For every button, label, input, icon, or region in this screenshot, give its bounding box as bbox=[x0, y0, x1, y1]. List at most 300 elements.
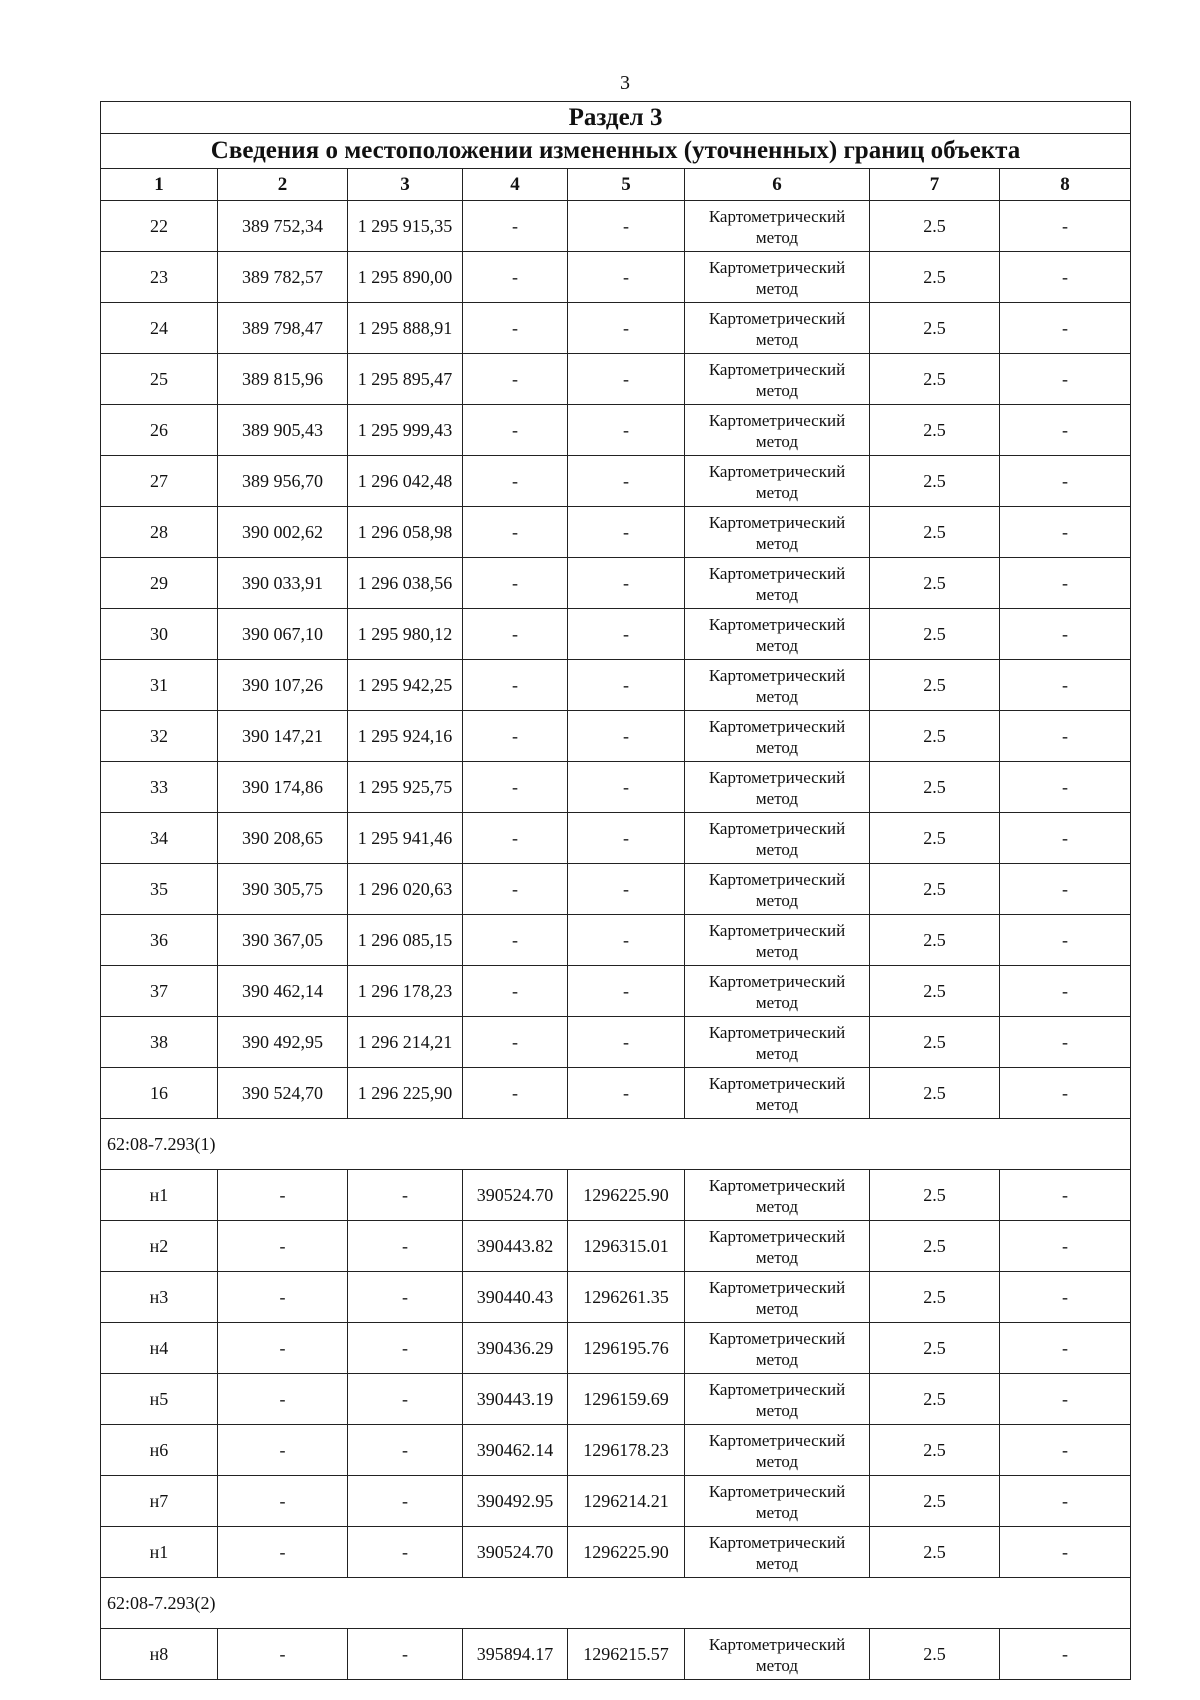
y-new-cell: - bbox=[568, 252, 685, 303]
description-cell: - bbox=[1000, 1476, 1131, 1527]
y-old-cell: 1 295 999,43 bbox=[348, 405, 463, 456]
x-old-cell: 390 462,14 bbox=[218, 966, 348, 1017]
y-old-cell: 1 295 915,35 bbox=[348, 201, 463, 252]
method-line-2: метод bbox=[755, 278, 799, 298]
point-number-cell: 31 bbox=[101, 660, 218, 711]
x-old-cell: - bbox=[218, 1221, 348, 1272]
point-number-cell: н3 bbox=[101, 1272, 218, 1323]
y-old-cell: - bbox=[348, 1221, 463, 1272]
x-old-cell: - bbox=[218, 1323, 348, 1374]
x-old-cell: 390 305,75 bbox=[218, 864, 348, 915]
x-old-cell: 390 002,62 bbox=[218, 507, 348, 558]
y-new-cell: - bbox=[568, 354, 685, 405]
table-row bbox=[101, 1017, 1131, 1068]
method-cell bbox=[685, 609, 870, 660]
x-new-cell: - bbox=[463, 456, 568, 507]
y-old-cell: 1 295 890,00 bbox=[348, 252, 463, 303]
boundary-table bbox=[100, 101, 1131, 1680]
table-row bbox=[101, 201, 1131, 252]
y-old-cell: 1 296 085,15 bbox=[348, 915, 463, 966]
point-number-cell: 22 bbox=[101, 201, 218, 252]
table-row bbox=[101, 1476, 1131, 1527]
method-line-2: метод bbox=[755, 1349, 799, 1369]
description-cell: - bbox=[1000, 966, 1131, 1017]
x-old-cell: 390 107,26 bbox=[218, 660, 348, 711]
method-cell bbox=[685, 1017, 870, 1068]
x-old-cell: 390 367,05 bbox=[218, 915, 348, 966]
method-line-1: Картометрический bbox=[708, 1430, 846, 1450]
y-old-cell: 1 295 895,47 bbox=[348, 354, 463, 405]
y-old-cell: - bbox=[348, 1272, 463, 1323]
accuracy-cell: 2.5 bbox=[870, 1323, 1000, 1374]
y-new-cell: 1296214.21 bbox=[568, 1476, 685, 1527]
x-new-cell: - bbox=[463, 507, 568, 558]
method-line-1: Картометрический bbox=[708, 1532, 846, 1552]
x-new-cell: 390443.19 bbox=[463, 1374, 568, 1425]
column-header: 3 bbox=[348, 169, 463, 201]
method-line-2: метод bbox=[755, 329, 799, 349]
point-number-cell: 24 bbox=[101, 303, 218, 354]
x-new-cell: 395894.17 bbox=[463, 1629, 568, 1680]
method-cell bbox=[685, 405, 870, 456]
method-line-1: Картометрический bbox=[708, 1226, 846, 1246]
point-number-cell: 30 bbox=[101, 609, 218, 660]
y-new-cell: - bbox=[568, 558, 685, 609]
accuracy-cell: 2.5 bbox=[870, 1272, 1000, 1323]
column-header: 2 bbox=[218, 169, 348, 201]
method-line-1: Картометрический bbox=[708, 1379, 846, 1399]
method-line-2: метод bbox=[755, 686, 799, 706]
method-cell bbox=[685, 354, 870, 405]
method-line-2: метод bbox=[755, 1298, 799, 1318]
table-row bbox=[101, 1425, 1131, 1476]
point-number-cell: н7 bbox=[101, 1476, 218, 1527]
method-line-2: метод bbox=[755, 1553, 799, 1573]
method-line-1: Картометрический bbox=[708, 920, 846, 940]
x-old-cell: 390 174,86 bbox=[218, 762, 348, 813]
y-new-cell: - bbox=[568, 303, 685, 354]
x-old-cell: 389 815,96 bbox=[218, 354, 348, 405]
x-new-cell: - bbox=[463, 711, 568, 762]
method-line-2: метод bbox=[755, 1451, 799, 1471]
x-new-cell: 390462.14 bbox=[463, 1425, 568, 1476]
accuracy-cell: 2.5 bbox=[870, 1527, 1000, 1578]
x-old-cell: - bbox=[218, 1170, 348, 1221]
y-new-cell: 1296225.90 bbox=[568, 1527, 685, 1578]
method-cell bbox=[685, 762, 870, 813]
method-line-1: Картометрический bbox=[708, 1175, 846, 1195]
method-cell bbox=[685, 711, 870, 762]
y-old-cell: 1 295 888,91 bbox=[348, 303, 463, 354]
method-line-2: метод bbox=[755, 431, 799, 451]
y-new-cell: 1296225.90 bbox=[568, 1170, 685, 1221]
y-new-cell: - bbox=[568, 711, 685, 762]
accuracy-cell: 2.5 bbox=[870, 660, 1000, 711]
x-old-cell: - bbox=[218, 1527, 348, 1578]
description-cell: - bbox=[1000, 660, 1131, 711]
description-cell: - bbox=[1000, 915, 1131, 966]
method-cell bbox=[685, 1221, 870, 1272]
table-row bbox=[101, 1374, 1131, 1425]
y-old-cell: - bbox=[348, 1170, 463, 1221]
y-old-cell: 1 296 020,63 bbox=[348, 864, 463, 915]
y-new-cell: 1296215.57 bbox=[568, 1629, 685, 1680]
y-old-cell: 1 295 941,46 bbox=[348, 813, 463, 864]
method-cell bbox=[685, 915, 870, 966]
description-cell: - bbox=[1000, 711, 1131, 762]
method-line-2: метод bbox=[755, 788, 799, 808]
accuracy-cell: 2.5 bbox=[870, 252, 1000, 303]
table-row bbox=[101, 1527, 1131, 1578]
method-cell bbox=[685, 660, 870, 711]
method-cell bbox=[685, 813, 870, 864]
y-old-cell: - bbox=[348, 1527, 463, 1578]
table-row bbox=[101, 609, 1131, 660]
column-header: 6 bbox=[685, 169, 870, 201]
y-old-cell: - bbox=[348, 1476, 463, 1527]
x-old-cell: 390 208,65 bbox=[218, 813, 348, 864]
method-cell bbox=[685, 303, 870, 354]
x-old-cell: 389 798,47 bbox=[218, 303, 348, 354]
y-new-cell: 1296261.35 bbox=[568, 1272, 685, 1323]
point-number-cell: 38 bbox=[101, 1017, 218, 1068]
y-new-cell: 1296159.69 bbox=[568, 1374, 685, 1425]
point-number-cell: 29 bbox=[101, 558, 218, 609]
method-cell bbox=[685, 201, 870, 252]
method-line-1: Картометрический bbox=[708, 1634, 846, 1654]
group-row bbox=[101, 1119, 1131, 1170]
table-row bbox=[101, 558, 1131, 609]
method-line-1: Картометрический bbox=[708, 869, 846, 889]
page-number: 3 bbox=[620, 72, 630, 94]
x-new-cell: 390440.43 bbox=[463, 1272, 568, 1323]
accuracy-cell: 2.5 bbox=[870, 711, 1000, 762]
y-new-cell: - bbox=[568, 507, 685, 558]
description-cell: - bbox=[1000, 1323, 1131, 1374]
accuracy-cell: 2.5 bbox=[870, 558, 1000, 609]
y-old-cell: 1 295 942,25 bbox=[348, 660, 463, 711]
x-new-cell: - bbox=[463, 558, 568, 609]
method-line-1: Картометрический bbox=[708, 971, 846, 991]
table-row bbox=[101, 354, 1131, 405]
x-old-cell: 390 067,10 bbox=[218, 609, 348, 660]
method-cell bbox=[685, 252, 870, 303]
table-row bbox=[101, 864, 1131, 915]
x-new-cell: - bbox=[463, 252, 568, 303]
accuracy-cell: 2.5 bbox=[870, 456, 1000, 507]
column-header: 4 bbox=[463, 169, 568, 201]
method-line-1: Картометрический bbox=[708, 614, 846, 634]
accuracy-cell: 2.5 bbox=[870, 1017, 1000, 1068]
y-new-cell: 1296315.01 bbox=[568, 1221, 685, 1272]
y-new-cell: 1296178.23 bbox=[568, 1425, 685, 1476]
method-line-1: Картометрический bbox=[708, 512, 846, 532]
method-line-1: Картометрический bbox=[708, 818, 846, 838]
x-new-cell: - bbox=[463, 660, 568, 711]
method-line-2: метод bbox=[755, 1247, 799, 1267]
x-old-cell: - bbox=[218, 1272, 348, 1323]
accuracy-cell: 2.5 bbox=[870, 1068, 1000, 1119]
accuracy-cell: 2.5 bbox=[870, 966, 1000, 1017]
description-cell: - bbox=[1000, 201, 1131, 252]
method-cell bbox=[685, 1068, 870, 1119]
table-row bbox=[101, 1170, 1131, 1221]
x-old-cell: 390 033,91 bbox=[218, 558, 348, 609]
y-new-cell: - bbox=[568, 915, 685, 966]
method-line-1: Картометрический bbox=[708, 563, 846, 583]
y-new-cell: - bbox=[568, 660, 685, 711]
method-line-2: метод bbox=[755, 482, 799, 502]
method-line-2: метод bbox=[755, 992, 799, 1012]
description-cell: - bbox=[1000, 1527, 1131, 1578]
point-number-cell: 26 bbox=[101, 405, 218, 456]
table-row bbox=[101, 966, 1131, 1017]
method-line-2: метод bbox=[755, 1196, 799, 1216]
column-header-row bbox=[101, 169, 1131, 201]
point-number-cell: н1 bbox=[101, 1527, 218, 1578]
method-cell bbox=[685, 1374, 870, 1425]
point-number-cell: 34 bbox=[101, 813, 218, 864]
x-new-cell: - bbox=[463, 1068, 568, 1119]
x-new-cell: - bbox=[463, 915, 568, 966]
y-old-cell: - bbox=[348, 1425, 463, 1476]
point-number-cell: н4 bbox=[101, 1323, 218, 1374]
method-line-1: Картометрический bbox=[708, 1481, 846, 1501]
description-cell: - bbox=[1000, 405, 1131, 456]
method-line-1: Картометрический bbox=[708, 665, 846, 685]
point-number-cell: н1 bbox=[101, 1170, 218, 1221]
column-header: 5 bbox=[568, 169, 685, 201]
description-cell: - bbox=[1000, 1374, 1131, 1425]
description-cell: - bbox=[1000, 354, 1131, 405]
point-number-cell: н2 bbox=[101, 1221, 218, 1272]
method-cell bbox=[685, 1170, 870, 1221]
x-old-cell: 389 905,43 bbox=[218, 405, 348, 456]
method-cell bbox=[685, 1425, 870, 1476]
y-old-cell: 1 296 225,90 bbox=[348, 1068, 463, 1119]
method-line-1: Картометрический bbox=[708, 1073, 846, 1093]
point-number-cell: н8 bbox=[101, 1629, 218, 1680]
y-new-cell: 1296195.76 bbox=[568, 1323, 685, 1374]
point-number-cell: 37 bbox=[101, 966, 218, 1017]
table-row bbox=[101, 813, 1131, 864]
group-label: 62:08-7.293(2) bbox=[101, 1578, 1131, 1629]
description-cell: - bbox=[1000, 1170, 1131, 1221]
method-line-1: Картометрический bbox=[708, 206, 846, 226]
x-new-cell: - bbox=[463, 966, 568, 1017]
point-number-cell: 16 bbox=[101, 1068, 218, 1119]
section-title: Раздел 3 bbox=[101, 102, 1131, 134]
accuracy-cell: 2.5 bbox=[870, 507, 1000, 558]
method-cell bbox=[685, 1527, 870, 1578]
method-line-1: Картометрический bbox=[708, 767, 846, 787]
point-number-cell: 27 bbox=[101, 456, 218, 507]
method-line-2: метод bbox=[755, 380, 799, 400]
method-line-1: Картометрический bbox=[708, 359, 846, 379]
point-number-cell: н6 bbox=[101, 1425, 218, 1476]
table-row bbox=[101, 1629, 1131, 1680]
description-cell: - bbox=[1000, 1068, 1131, 1119]
method-cell bbox=[685, 1323, 870, 1374]
accuracy-cell: 2.5 bbox=[870, 1170, 1000, 1221]
table-row bbox=[101, 711, 1131, 762]
table-row bbox=[101, 915, 1131, 966]
point-number-cell: 32 bbox=[101, 711, 218, 762]
method-line-2: метод bbox=[755, 584, 799, 604]
y-old-cell: 1 295 980,12 bbox=[348, 609, 463, 660]
section-title-row bbox=[101, 102, 1131, 134]
description-cell: - bbox=[1000, 1017, 1131, 1068]
x-new-cell: - bbox=[463, 813, 568, 864]
description-cell: - bbox=[1000, 456, 1131, 507]
y-old-cell: 1 296 214,21 bbox=[348, 1017, 463, 1068]
description-cell: - bbox=[1000, 1629, 1131, 1680]
accuracy-cell: 2.5 bbox=[870, 762, 1000, 813]
y-new-cell: - bbox=[568, 966, 685, 1017]
accuracy-cell: 2.5 bbox=[870, 609, 1000, 660]
description-cell: - bbox=[1000, 864, 1131, 915]
table-row bbox=[101, 762, 1131, 813]
y-new-cell: - bbox=[568, 813, 685, 864]
accuracy-cell: 2.5 bbox=[870, 405, 1000, 456]
x-old-cell: 389 956,70 bbox=[218, 456, 348, 507]
y-new-cell: - bbox=[568, 201, 685, 252]
x-new-cell: 390443.82 bbox=[463, 1221, 568, 1272]
point-number-cell: 28 bbox=[101, 507, 218, 558]
accuracy-cell: 2.5 bbox=[870, 864, 1000, 915]
x-old-cell: 389 782,57 bbox=[218, 252, 348, 303]
accuracy-cell: 2.5 bbox=[870, 1476, 1000, 1527]
method-line-1: Картометрический bbox=[708, 410, 846, 430]
accuracy-cell: 2.5 bbox=[870, 1425, 1000, 1476]
x-new-cell: - bbox=[463, 405, 568, 456]
x-new-cell: - bbox=[463, 1017, 568, 1068]
table-row bbox=[101, 507, 1131, 558]
y-old-cell: 1 295 924,16 bbox=[348, 711, 463, 762]
method-line-2: метод bbox=[755, 1655, 799, 1675]
x-new-cell: - bbox=[463, 354, 568, 405]
description-cell: - bbox=[1000, 252, 1131, 303]
x-new-cell: 390524.70 bbox=[463, 1170, 568, 1221]
x-old-cell: 390 524,70 bbox=[218, 1068, 348, 1119]
description-cell: - bbox=[1000, 1221, 1131, 1272]
accuracy-cell: 2.5 bbox=[870, 915, 1000, 966]
method-cell bbox=[685, 966, 870, 1017]
method-line-2: метод bbox=[755, 1400, 799, 1420]
y-new-cell: - bbox=[568, 609, 685, 660]
x-old-cell: - bbox=[218, 1425, 348, 1476]
method-line-2: метод bbox=[755, 533, 799, 553]
table-row bbox=[101, 1323, 1131, 1374]
method-line-1: Картометрический bbox=[708, 1022, 846, 1042]
description-cell: - bbox=[1000, 813, 1131, 864]
point-number-cell: н5 bbox=[101, 1374, 218, 1425]
description-cell: - bbox=[1000, 762, 1131, 813]
x-old-cell: 389 752,34 bbox=[218, 201, 348, 252]
y-new-cell: - bbox=[568, 1017, 685, 1068]
x-new-cell: - bbox=[463, 303, 568, 354]
y-old-cell: - bbox=[348, 1629, 463, 1680]
method-line-1: Картометрический bbox=[708, 257, 846, 277]
accuracy-cell: 2.5 bbox=[870, 1374, 1000, 1425]
accuracy-cell: 2.5 bbox=[870, 303, 1000, 354]
table-row bbox=[101, 1068, 1131, 1119]
point-number-cell: 35 bbox=[101, 864, 218, 915]
method-line-2: метод bbox=[755, 1043, 799, 1063]
x-new-cell: 390492.95 bbox=[463, 1476, 568, 1527]
method-line-1: Картометрический bbox=[708, 461, 846, 481]
method-cell bbox=[685, 864, 870, 915]
accuracy-cell: 2.5 bbox=[870, 1629, 1000, 1680]
y-old-cell: 1 296 058,98 bbox=[348, 507, 463, 558]
method-line-1: Картометрический bbox=[708, 1328, 846, 1348]
x-new-cell: - bbox=[463, 762, 568, 813]
x-new-cell: - bbox=[463, 609, 568, 660]
x-new-cell: - bbox=[463, 864, 568, 915]
point-number-cell: 23 bbox=[101, 252, 218, 303]
method-line-2: метод bbox=[755, 737, 799, 757]
y-old-cell: 1 296 042,48 bbox=[348, 456, 463, 507]
column-header: 7 bbox=[870, 169, 1000, 201]
y-new-cell: - bbox=[568, 456, 685, 507]
method-line-2: метод bbox=[755, 1502, 799, 1522]
x-old-cell: - bbox=[218, 1629, 348, 1680]
y-new-cell: - bbox=[568, 864, 685, 915]
x-old-cell: - bbox=[218, 1374, 348, 1425]
y-old-cell: 1 295 925,75 bbox=[348, 762, 463, 813]
point-number-cell: 36 bbox=[101, 915, 218, 966]
method-cell bbox=[685, 558, 870, 609]
method-line-2: метод bbox=[755, 227, 799, 247]
y-new-cell: - bbox=[568, 762, 685, 813]
accuracy-cell: 2.5 bbox=[870, 813, 1000, 864]
description-cell: - bbox=[1000, 558, 1131, 609]
description-cell: - bbox=[1000, 609, 1131, 660]
method-line-2: метод bbox=[755, 1094, 799, 1114]
group-label: 62:08-7.293(1) bbox=[101, 1119, 1131, 1170]
table-row bbox=[101, 1221, 1131, 1272]
x-new-cell: - bbox=[463, 201, 568, 252]
accuracy-cell: 2.5 bbox=[870, 201, 1000, 252]
description-cell: - bbox=[1000, 303, 1131, 354]
x-old-cell: 390 492,95 bbox=[218, 1017, 348, 1068]
method-line-2: метод bbox=[755, 941, 799, 961]
method-line-2: метод bbox=[755, 635, 799, 655]
group-row bbox=[101, 1578, 1131, 1629]
method-cell bbox=[685, 1476, 870, 1527]
x-new-cell: 390436.29 bbox=[463, 1323, 568, 1374]
column-header: 1 bbox=[101, 169, 218, 201]
accuracy-cell: 2.5 bbox=[870, 354, 1000, 405]
method-cell bbox=[685, 1629, 870, 1680]
accuracy-cell: 2.5 bbox=[870, 1221, 1000, 1272]
point-number-cell: 33 bbox=[101, 762, 218, 813]
y-new-cell: - bbox=[568, 405, 685, 456]
table-row bbox=[101, 303, 1131, 354]
method-line-1: Картометрический bbox=[708, 716, 846, 736]
method-cell bbox=[685, 1272, 870, 1323]
method-cell bbox=[685, 507, 870, 558]
table-row bbox=[101, 660, 1131, 711]
table-row bbox=[101, 405, 1131, 456]
method-line-1: Картометрический bbox=[708, 308, 846, 328]
y-old-cell: - bbox=[348, 1323, 463, 1374]
section-heading-row bbox=[101, 134, 1131, 169]
column-header: 8 bbox=[1000, 169, 1131, 201]
y-new-cell: - bbox=[568, 1068, 685, 1119]
method-line-1: Картометрический bbox=[708, 1277, 846, 1297]
point-number-cell: 25 bbox=[101, 354, 218, 405]
